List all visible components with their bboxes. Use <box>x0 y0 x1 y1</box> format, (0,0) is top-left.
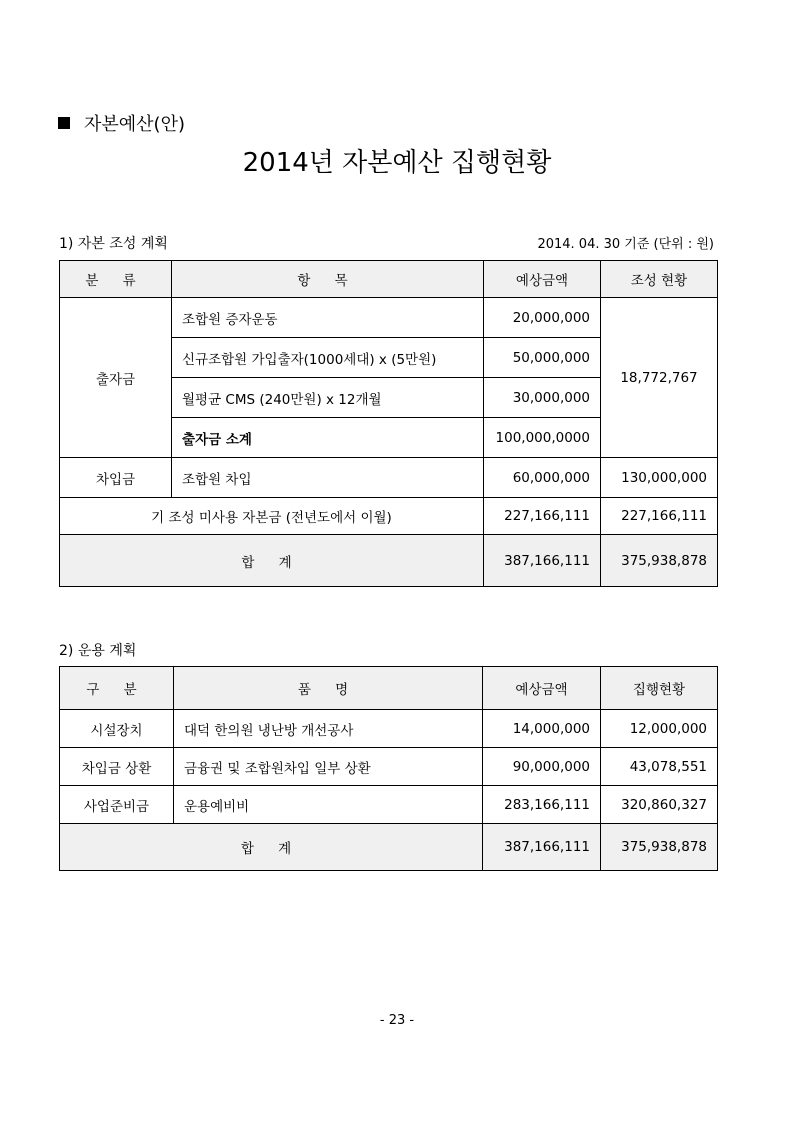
amount-cell: 50,000,000 <box>484 338 601 378</box>
table-row <box>60 710 718 748</box>
page-number: - 23 - <box>379 1013 415 1028</box>
capital-plan-table <box>59 260 718 587</box>
total-amount: 387,166,111 <box>483 824 601 871</box>
total-label: 합 계 <box>60 535 484 587</box>
item-cell: 신규조합원 가입출자(1000세대) x (5만원) <box>172 338 484 378</box>
item-cell: 운용예비비 <box>174 786 483 824</box>
total-status: 375,938,878 <box>601 535 718 587</box>
header-status: 조성 현황 <box>601 261 718 298</box>
total-amount: 387,166,111 <box>484 535 601 587</box>
amount-cell: 227,166,111 <box>484 498 601 535</box>
amount-cell: 283,166,111 <box>483 786 601 824</box>
date-note: 2014. 04. 30 기준 (단위 : 원) <box>537 237 714 252</box>
category-cell: 시설장치 <box>60 710 174 748</box>
item-cell: 조합원 증자운동 <box>172 298 484 338</box>
table-row <box>60 786 718 824</box>
amount-cell: 30,000,000 <box>484 378 601 418</box>
amount-cell: 20,000,000 <box>484 298 601 338</box>
status-cell: 12,000,000 <box>601 710 718 748</box>
section-heading-text: 자본예산(안) <box>84 114 185 135</box>
table-row <box>60 298 718 338</box>
amount-cell: 60,000,000 <box>484 458 601 498</box>
subtotal-amount: 100,000,0000 <box>484 418 601 458</box>
table-row <box>60 458 718 498</box>
status-cell: 320,860,327 <box>601 786 718 824</box>
status-cell: 227,166,111 <box>601 498 718 535</box>
total-row <box>60 535 718 587</box>
status-cell: 130,000,000 <box>601 458 718 498</box>
page-title: 2014년 자본예산 집행현황 <box>242 148 552 178</box>
header-item: 항 목 <box>172 261 484 298</box>
table-header-row <box>60 667 718 710</box>
subtotal-label: 출자금 소계 <box>172 418 484 458</box>
operation-plan-table <box>59 666 718 871</box>
investment-status-cell: 18,772,767 <box>601 298 718 458</box>
header-execution-status: 집행현황 <box>601 667 718 710</box>
header-category: 분 류 <box>60 261 172 298</box>
square-bullet-icon <box>58 117 70 129</box>
category-loan: 차입금 <box>60 458 172 498</box>
total-status: 375,938,878 <box>601 824 718 871</box>
amount-cell: 90,000,000 <box>483 748 601 786</box>
table-header-row <box>60 261 718 298</box>
plan2-label: 2) 운용 계획 <box>59 643 137 659</box>
amount-cell: 14,000,000 <box>483 710 601 748</box>
category-cell: 차입금 상환 <box>60 748 174 786</box>
header-expected-amount: 예상금액 <box>484 261 601 298</box>
status-cell: 43,078,551 <box>601 748 718 786</box>
table-row <box>60 498 718 535</box>
total-row <box>60 824 718 871</box>
plan1-label: 1) 자본 조성 계획 <box>59 236 168 252</box>
category-cell: 사업준비금 <box>60 786 174 824</box>
section-heading <box>58 110 185 136</box>
item-cell: 대덕 한의원 냉난방 개선공사 <box>174 710 483 748</box>
item-cell: 월평균 CMS (240만원) x 12개월 <box>172 378 484 418</box>
header-category: 구 분 <box>60 667 174 710</box>
carryover-label: 기 조성 미사용 자본금 (전년도에서 이월) <box>60 498 484 535</box>
table-row <box>60 748 718 786</box>
category-investment: 출자금 <box>60 298 172 458</box>
item-cell: 조합원 차입 <box>172 458 484 498</box>
header-expected-amount: 예상금액 <box>483 667 601 710</box>
total-label: 합 계 <box>60 824 483 871</box>
header-item-name: 품 명 <box>174 667 483 710</box>
item-cell: 금융권 및 조합원차입 일부 상환 <box>174 748 483 786</box>
